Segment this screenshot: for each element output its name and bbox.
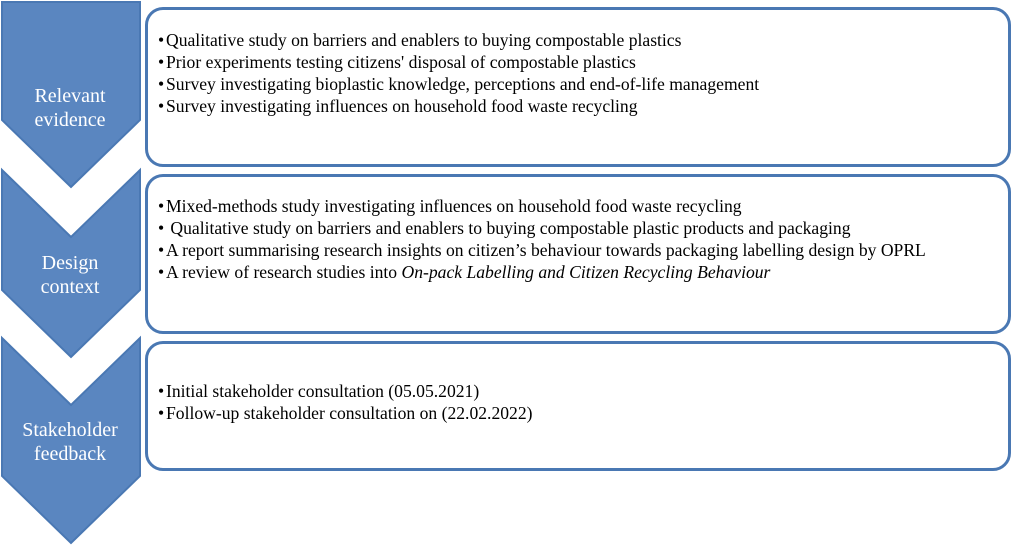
panel-relevant-evidence <box>145 7 1011 167</box>
evidence-list <box>158 29 1008 117</box>
list-item: • Qualitative study on barriers and enablers to buying compostable plastics <box>158 30 682 50</box>
item-text: Prior experiments testing citizens' disposal of compostable plastics <box>166 52 636 72</box>
item-text: A review of research studies into <box>166 262 402 282</box>
item-text: Follow-up stakeholder consultation on (22.02.2022) <box>166 403 533 423</box>
list-item: • A review of research studies into On-pack Labelling and Citizen Recycling Behaviour <box>158 262 771 282</box>
stage-label-stakeholder-feedback <box>0 418 140 466</box>
item-text: A report summarising research insights on citizen’s behaviour towards packaging labelling design by OPRL <box>166 240 926 260</box>
item-text: Initial stakeholder consultation (05.05.2021) <box>166 381 480 401</box>
list-item: • A report summarising research insights on citizen’s behaviour towards packaging labelling design by OPRL <box>158 240 926 260</box>
panel-stakeholder-feedback <box>145 341 1011 471</box>
feedback-list <box>158 380 1008 424</box>
stage-label-line: evidence <box>34 109 106 131</box>
design-list <box>158 195 1008 283</box>
stage-label-design-context <box>0 251 140 299</box>
list-item: • Survey investigating influences on household food waste recycling <box>158 96 638 116</box>
list-item: • Mixed-methods study investigating influences on household food waste recycling <box>158 196 742 216</box>
item-text: Mixed-methods study investigating influences on household food waste recycling <box>166 196 742 216</box>
list-item: • Initial stakeholder consultation (05.05.2021) <box>158 381 480 401</box>
stage-label-line: feedback <box>33 443 107 465</box>
item-text: Qualitative study on barriers and enablers to buying compostable plastic products and packaging <box>166 218 851 238</box>
stage-label-line: Design <box>41 252 99 274</box>
list-item: • Prior experiments testing citizens' disposal of compostable plastics <box>158 52 636 72</box>
panel-design-context <box>145 174 1011 334</box>
item-text: Survey investigating bioplastic knowledge, perceptions and end-of-life management <box>166 74 760 94</box>
stage-label-line: Relevant <box>34 85 106 107</box>
item-text: Qualitative study on barriers and enablers to buying compostable plastics <box>166 30 682 50</box>
stage-label-relevant-evidence <box>0 84 140 132</box>
list-item: • Follow-up stakeholder consultation on (22.02.2022) <box>158 403 533 423</box>
list-item: • Qualitative study on barriers and enablers to buying compostable plastic products and packaging <box>158 218 851 238</box>
stage-label-line: context <box>40 276 100 298</box>
stage-label-line: Stakeholder <box>22 419 118 441</box>
list-item: • Survey investigating bioplastic knowledge, perceptions and end-of-life management <box>158 74 760 94</box>
item-text: Survey investigating influences on household food waste recycling <box>166 96 638 116</box>
item-italic-title: On-pack Labelling and Citizen Recycling Behaviour <box>401 262 771 282</box>
